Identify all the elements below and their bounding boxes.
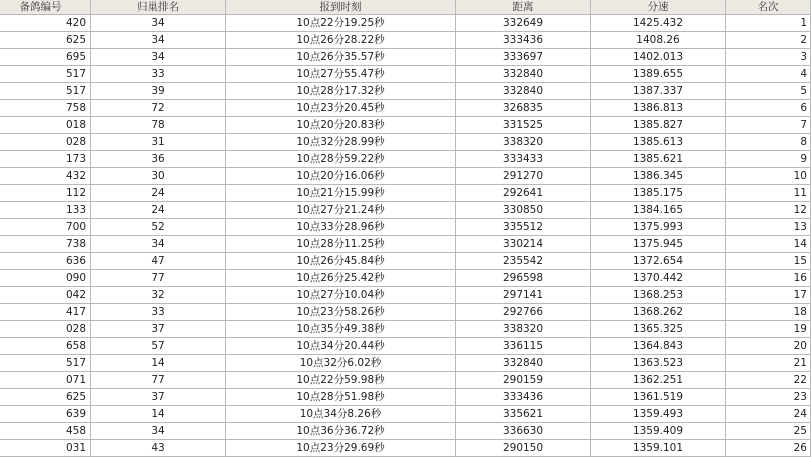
cell-return-order: 31 (91, 134, 226, 151)
column-header-speed[interactable]: 分速 (591, 0, 726, 15)
cell-arrival-time: 10点28分59.22秒 (226, 151, 456, 168)
cell-rank: 4 (726, 66, 811, 83)
cell-distance: 235542 (456, 253, 591, 270)
cell-distance: 332840 (456, 355, 591, 372)
cell-return-order: 34 (91, 32, 226, 49)
cell-rank: 3 (726, 49, 811, 66)
table-row[interactable] (0, 321, 811, 338)
cell-speed: 1361.519 (591, 389, 726, 406)
column-header-distance[interactable]: 距离 (456, 0, 591, 15)
table-row[interactable] (0, 151, 811, 168)
cell-arrival-time: 10点27分55.47秒 (226, 66, 456, 83)
table-row[interactable] (0, 49, 811, 66)
cell-speed: 1385.827 (591, 117, 726, 134)
cell-ring-id: 133 (0, 202, 91, 219)
cell-return-order: 34 (91, 15, 226, 32)
cell-ring-id: 042 (0, 287, 91, 304)
table-row[interactable] (0, 406, 811, 423)
cell-ring-id: 636 (0, 253, 91, 270)
cell-ring-id: 420 (0, 15, 91, 32)
cell-ring-id: 700 (0, 219, 91, 236)
cell-arrival-time: 10点23分29.69秒 (226, 440, 456, 457)
table-row[interactable] (0, 66, 811, 83)
cell-speed: 1425.432 (591, 15, 726, 32)
table-row[interactable] (0, 270, 811, 287)
cell-arrival-time: 10点35分49.38秒 (226, 321, 456, 338)
cell-ring-id: 031 (0, 440, 91, 457)
cell-arrival-time: 10点27分21.24秒 (226, 202, 456, 219)
cell-ring-id: 625 (0, 389, 91, 406)
cell-return-order: 72 (91, 100, 226, 117)
cell-rank: 8 (726, 134, 811, 151)
cell-arrival-time: 10点20分16.06秒 (226, 168, 456, 185)
cell-speed: 1375.993 (591, 219, 726, 236)
cell-speed: 1362.251 (591, 372, 726, 389)
table-row[interactable] (0, 219, 811, 236)
cell-rank: 6 (726, 100, 811, 117)
cell-arrival-time: 10点26分35.57秒 (226, 49, 456, 66)
cell-distance: 291270 (456, 168, 591, 185)
cell-rank: 16 (726, 270, 811, 287)
cell-return-order: 34 (91, 423, 226, 440)
cell-arrival-time: 10点22分19.25秒 (226, 15, 456, 32)
cell-rank: 21 (726, 355, 811, 372)
cell-arrival-time: 10点34分8.26秒 (226, 406, 456, 423)
cell-ring-id: 028 (0, 321, 91, 338)
cell-distance: 335621 (456, 406, 591, 423)
table-row[interactable] (0, 423, 811, 440)
cell-speed: 1402.013 (591, 49, 726, 66)
cell-speed: 1370.442 (591, 270, 726, 287)
cell-rank: 22 (726, 372, 811, 389)
cell-arrival-time: 10点28分51.98秒 (226, 389, 456, 406)
cell-ring-id: 695 (0, 49, 91, 66)
cell-rank: 14 (726, 236, 811, 253)
table-row[interactable] (0, 253, 811, 270)
cell-return-order: 78 (91, 117, 226, 134)
cell-speed: 1364.843 (591, 338, 726, 355)
cell-distance: 338320 (456, 134, 591, 151)
cell-ring-id: 417 (0, 304, 91, 321)
cell-return-order: 37 (91, 321, 226, 338)
cell-speed: 1372.654 (591, 253, 726, 270)
cell-ring-id: 639 (0, 406, 91, 423)
cell-arrival-time: 10点28分11.25秒 (226, 236, 456, 253)
cell-speed: 1363.523 (591, 355, 726, 372)
cell-return-order: 30 (91, 168, 226, 185)
cell-distance: 292766 (456, 304, 591, 321)
cell-rank: 20 (726, 338, 811, 355)
cell-rank: 24 (726, 406, 811, 423)
cell-speed: 1389.655 (591, 66, 726, 83)
cell-return-order: 33 (91, 66, 226, 83)
cell-arrival-time: 10点26分25.42秒 (226, 270, 456, 287)
table-row[interactable] (0, 117, 811, 134)
table-row[interactable] (0, 355, 811, 372)
column-header-rank[interactable]: 名次 (726, 0, 811, 15)
cell-distance: 332840 (456, 83, 591, 100)
cell-return-order: 14 (91, 355, 226, 372)
cell-distance: 336630 (456, 423, 591, 440)
cell-speed: 1368.253 (591, 287, 726, 304)
cell-speed: 1359.409 (591, 423, 726, 440)
cell-ring-id: 738 (0, 236, 91, 253)
cell-return-order: 52 (91, 219, 226, 236)
header-row (0, 0, 811, 15)
cell-arrival-time: 10点22分59.98秒 (226, 372, 456, 389)
cell-distance: 292641 (456, 185, 591, 202)
cell-distance: 296598 (456, 270, 591, 287)
cell-distance: 326835 (456, 100, 591, 117)
column-header-arrival-time[interactable]: 报到时刻 (226, 0, 456, 15)
cell-distance: 335512 (456, 219, 591, 236)
table-row[interactable] (0, 236, 811, 253)
cell-rank: 26 (726, 440, 811, 457)
table-row[interactable] (0, 287, 811, 304)
cell-distance: 333433 (456, 151, 591, 168)
cell-rank: 2 (726, 32, 811, 49)
cell-rank: 5 (726, 83, 811, 100)
cell-distance: 331525 (456, 117, 591, 134)
cell-speed: 1385.621 (591, 151, 726, 168)
cell-return-order: 24 (91, 185, 226, 202)
cell-distance: 338320 (456, 321, 591, 338)
table-row[interactable] (0, 389, 811, 406)
cell-arrival-time: 10点23分20.45秒 (226, 100, 456, 117)
cell-arrival-time: 10点21分15.99秒 (226, 185, 456, 202)
table-row[interactable] (0, 202, 811, 219)
table-row[interactable] (0, 134, 811, 151)
cell-distance: 297141 (456, 287, 591, 304)
cell-rank: 1 (726, 15, 811, 32)
cell-arrival-time: 10点32分28.99秒 (226, 134, 456, 151)
cell-ring-id: 432 (0, 168, 91, 185)
table-row[interactable] (0, 185, 811, 202)
table-row[interactable] (0, 100, 811, 117)
cell-speed: 1384.165 (591, 202, 726, 219)
cell-return-order: 43 (91, 440, 226, 457)
cell-ring-id: 517 (0, 83, 91, 100)
cell-ring-id: 517 (0, 355, 91, 372)
cell-rank: 10 (726, 168, 811, 185)
cell-return-order: 34 (91, 236, 226, 253)
cell-distance: 290159 (456, 372, 591, 389)
cell-speed: 1365.325 (591, 321, 726, 338)
cell-speed: 1385.613 (591, 134, 726, 151)
cell-speed: 1359.101 (591, 440, 726, 457)
cell-rank: 12 (726, 202, 811, 219)
cell-arrival-time: 10点34分20.44秒 (226, 338, 456, 355)
cell-rank: 25 (726, 423, 811, 440)
cell-speed: 1387.337 (591, 83, 726, 100)
cell-return-order: 57 (91, 338, 226, 355)
table-row[interactable] (0, 32, 811, 49)
column-header-ring-id[interactable]: 备鸽编号 (0, 0, 91, 15)
cell-distance: 330850 (456, 202, 591, 219)
cell-return-order: 37 (91, 389, 226, 406)
cell-arrival-time: 10点27分10.04秒 (226, 287, 456, 304)
cell-rank: 13 (726, 219, 811, 236)
cell-speed: 1386.813 (591, 100, 726, 117)
cell-return-order: 24 (91, 202, 226, 219)
cell-return-order: 33 (91, 304, 226, 321)
cell-speed: 1385.175 (591, 185, 726, 202)
table-row[interactable] (0, 440, 811, 457)
table-row[interactable] (0, 338, 811, 355)
cell-ring-id: 458 (0, 423, 91, 440)
cell-ring-id: 173 (0, 151, 91, 168)
cell-rank: 7 (726, 117, 811, 134)
table-row[interactable] (0, 15, 811, 32)
cell-speed: 1386.345 (591, 168, 726, 185)
cell-return-order: 36 (91, 151, 226, 168)
cell-speed: 1368.262 (591, 304, 726, 321)
cell-rank: 17 (726, 287, 811, 304)
cell-arrival-time: 10点36分36.72秒 (226, 423, 456, 440)
cell-rank: 18 (726, 304, 811, 321)
cell-distance: 333697 (456, 49, 591, 66)
cell-arrival-time: 10点20分20.83秒 (226, 117, 456, 134)
cell-rank: 23 (726, 389, 811, 406)
cell-rank: 19 (726, 321, 811, 338)
cell-ring-id: 658 (0, 338, 91, 355)
cell-return-order: 34 (91, 49, 226, 66)
cell-speed: 1359.493 (591, 406, 726, 423)
cell-distance: 336115 (456, 338, 591, 355)
cell-distance: 290150 (456, 440, 591, 457)
cell-ring-id: 112 (0, 185, 91, 202)
cell-rank: 11 (726, 185, 811, 202)
cell-return-order: 47 (91, 253, 226, 270)
table-row[interactable] (0, 168, 811, 185)
column-header-return-order[interactable]: 归巢排名 (91, 0, 226, 15)
cell-arrival-time: 10点33分28.96秒 (226, 219, 456, 236)
cell-return-order: 77 (91, 372, 226, 389)
cell-arrival-time: 10点26分45.84秒 (226, 253, 456, 270)
cell-return-order: 77 (91, 270, 226, 287)
cell-arrival-time: 10点23分58.26秒 (226, 304, 456, 321)
cell-return-order: 39 (91, 83, 226, 100)
cell-ring-id: 071 (0, 372, 91, 389)
cell-rank: 9 (726, 151, 811, 168)
cell-arrival-time: 10点26分28.22秒 (226, 32, 456, 49)
cell-distance: 330214 (456, 236, 591, 253)
cell-distance: 333436 (456, 32, 591, 49)
table-row[interactable] (0, 304, 811, 321)
cell-ring-id: 090 (0, 270, 91, 287)
cell-ring-id: 028 (0, 134, 91, 151)
cell-distance: 332840 (456, 66, 591, 83)
cell-distance: 333436 (456, 389, 591, 406)
cell-ring-id: 018 (0, 117, 91, 134)
cell-arrival-time: 10点32分6.02秒 (226, 355, 456, 372)
cell-return-order: 32 (91, 287, 226, 304)
cell-ring-id: 625 (0, 32, 91, 49)
cell-speed: 1408.26 (591, 32, 726, 49)
cell-speed: 1375.945 (591, 236, 726, 253)
cell-ring-id: 758 (0, 100, 91, 117)
cell-return-order: 14 (91, 406, 226, 423)
cell-arrival-time: 10点28分17.32秒 (226, 83, 456, 100)
table-row[interactable] (0, 83, 811, 100)
cell-ring-id: 517 (0, 66, 91, 83)
table-row[interactable] (0, 372, 811, 389)
cell-distance: 332649 (456, 15, 591, 32)
cell-rank: 15 (726, 253, 811, 270)
